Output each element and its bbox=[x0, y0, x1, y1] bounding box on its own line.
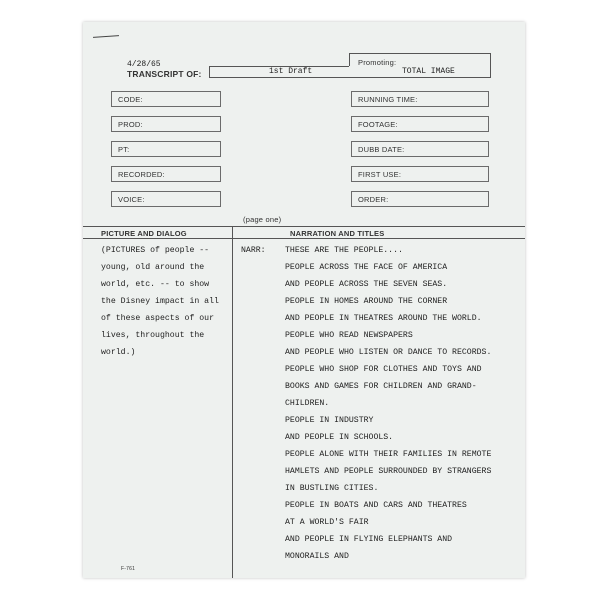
column-top-rule bbox=[83, 226, 525, 227]
narration-line: THESE ARE THE PEOPLE.... bbox=[285, 246, 403, 255]
footage-field: FOOTAGE: bbox=[351, 116, 489, 132]
transcript-value: 1st Draft bbox=[269, 67, 313, 76]
transcript-sheet bbox=[83, 22, 525, 578]
picture-line: young, old around the bbox=[101, 263, 205, 272]
narration-line: PEOPLE IN INDUSTRY bbox=[285, 416, 374, 425]
code-field: CODE: bbox=[111, 91, 221, 107]
date: 4/28/65 bbox=[127, 60, 161, 69]
form-number: F-761 bbox=[121, 566, 136, 572]
prod-field: PROD: bbox=[111, 116, 221, 132]
narration-line: PEOPLE IN BOATS AND CARS AND THEATRES bbox=[285, 501, 467, 510]
narration-line: PEOPLE IN HOMES AROUND THE CORNER bbox=[285, 297, 448, 306]
narration-line: AT A WORLD'S FAIR bbox=[285, 518, 369, 527]
first-use-field: FIRST USE: bbox=[351, 166, 489, 182]
narration-line: AND PEOPLE IN FLYING ELEPHANTS AND bbox=[285, 535, 453, 544]
dubb-date-field: DUBB DATE: bbox=[351, 141, 489, 157]
narration-line: AND PEOPLE IN SCHOOLS. bbox=[285, 433, 394, 442]
narration-line: PEOPLE WHO READ NEWSPAPERS bbox=[285, 331, 413, 340]
picture-dialog-header: PICTURE AND DIALOG bbox=[101, 229, 187, 238]
promoting-value: TOTAL IMAGE bbox=[402, 67, 455, 76]
transcript-label: TRANSCRIPT OF: bbox=[127, 69, 202, 79]
running-time-field: RUNNING TIME: bbox=[351, 91, 489, 107]
order-field: ORDER: bbox=[351, 191, 489, 207]
narration-line: AND PEOPLE IN THEATRES AROUND THE WORLD. bbox=[285, 314, 482, 323]
narration-line: PEOPLE WHO SHOP FOR CLOTHES AND TOYS AND bbox=[285, 365, 482, 374]
narration-line: AND PEOPLE WHO LISTEN OR DANCE TO RECORDS. bbox=[285, 348, 492, 357]
narration-line: AND PEOPLE ACROSS THE SEVEN SEAS. bbox=[285, 280, 448, 289]
picture-line: of these aspects of our bbox=[101, 314, 215, 323]
narration-line: IN BUSTLING CITIES. bbox=[285, 484, 379, 493]
picture-line: world, etc. -- to show bbox=[101, 280, 210, 289]
page-label: (page one) bbox=[243, 215, 282, 224]
picture-line: lives, throughout the bbox=[101, 331, 205, 340]
narration-titles-header: NARRATION AND TITLES bbox=[290, 229, 385, 238]
column-divider bbox=[232, 226, 233, 578]
narration-line: BOOKS AND GAMES FOR CHILDREN AND GRAND- bbox=[285, 382, 477, 391]
narration-line: PEOPLE ALONE WITH THEIR FAMILIES IN REMOTE bbox=[285, 450, 492, 459]
pencil-mark bbox=[93, 35, 119, 38]
narration-line: PEOPLE ACROSS THE FACE OF AMERICA bbox=[285, 263, 448, 272]
recorded-field: RECORDED: bbox=[111, 166, 221, 182]
narration-line: CHILDREN. bbox=[285, 399, 330, 408]
narration-speaker: NARR: bbox=[241, 246, 266, 255]
column-header-rule bbox=[83, 238, 525, 239]
picture-line: world.) bbox=[101, 348, 136, 357]
voice-field: VOICE: bbox=[111, 191, 221, 207]
pt-field: PT: bbox=[111, 141, 221, 157]
picture-line: (PICTURES of people -- bbox=[101, 246, 210, 255]
promoting-label: Promoting: bbox=[358, 58, 397, 67]
picture-line: the Disney impact in all bbox=[101, 297, 219, 306]
narration-line: MONORAILS AND bbox=[285, 552, 349, 561]
narration-line: HAMLETS AND PEOPLE SURROUNDED BY STRANGERS bbox=[285, 467, 492, 476]
